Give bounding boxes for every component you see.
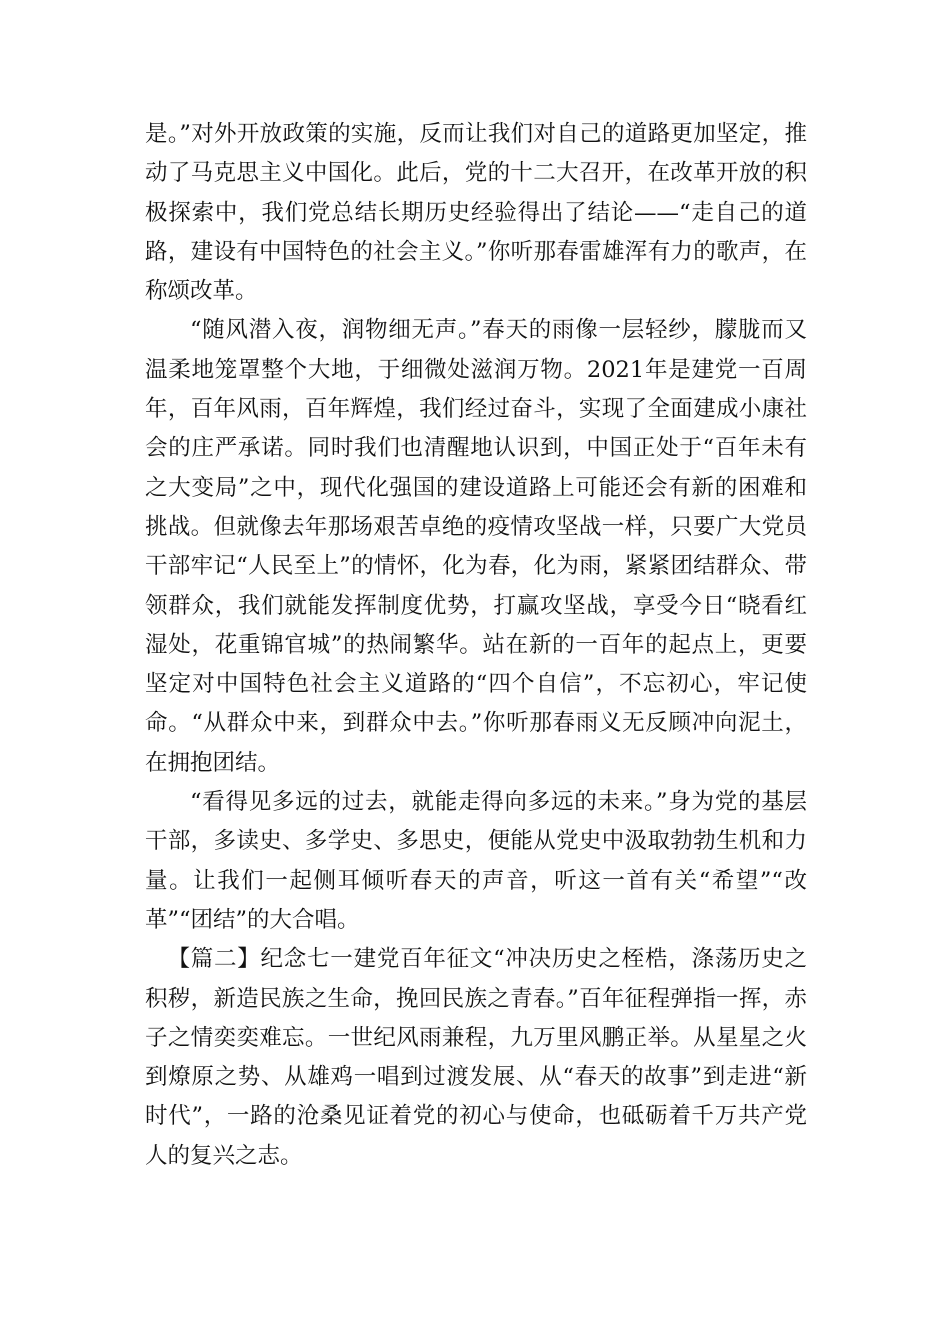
paragraph-history: “看得见多远的过去，就能走得向多远的未来。”身为党的基层干部，多读史、多学史、多思史，便能从党史中汲取勃勃生机和力量。让我们一起侧耳倾听春天的声音，听这一首有关“希望”“改革”“团结”的大合唱。 — [145, 789, 807, 933]
document-body — [145, 115, 807, 1176]
paragraph-part-two: 【篇二】纪念七一建党百年征文“冲决历史之桎梏，涤荡历史之积秽，新造民族之生命，挽回民族之青春。”百年征程弹指一挥，赤子之情奕奕难忘。一世纪风雨兼程，九万里风鹏正举。从星星之火到燎原之势、从雄鸡一唱到过渡发展、从“春天的故事”到走进“新时代”，一路的沧桑见证着党的初心与使命，也砥砺着千万共产党人的复兴之志。 — [145, 946, 807, 1169]
paragraph-continuation: 是。”对外开放政策的实施，反而让我们对自己的道路更加坚定，推动了马克思主义中国化。此后，党的十二大召开，在改革开放的积极探索中，我们党总结长期历史经验得出了结论——“走自己的道路，建设有中国特色的社会主义。”你听那春雷雄浑有力的歌声，在称颂改革。 — [145, 121, 807, 305]
paragraph-spring-rain: “随风潜入夜，润物细无声。”春天的雨像一层轻纱，朦胧而又温柔地笼罩整个大地，于细微处滋润万物。2021年是建党一百周年，百年风雨，百年辉煌，我们经过奋斗，实现了全面建成小康社会的庄严承诺。同时我们也清醒地认识到，中国正处于“百年未有之大变局”之中，现代化强国的建设道路上可能还会有新的困难和挑战。但就像去年那场艰苦卓绝的疫情攻坚战一样，只要广大党员干部牢记“人民至上”的情怀，化为春，化为雨，紧紧团结群众、带领群众，我们就能发挥制度优势，打赢攻坚战，享受今日“晓看红湿处，花重锦官城”的热闹繁华。站在新的一百年的起点上，更要坚定对中国特色社会主义道路的“四个自信”，不忘初心，牢记使命。“从群众中来，到群众中去。”你听那春雨义无反顾冲向泥土，在拥抱团结。 — [145, 317, 807, 776]
